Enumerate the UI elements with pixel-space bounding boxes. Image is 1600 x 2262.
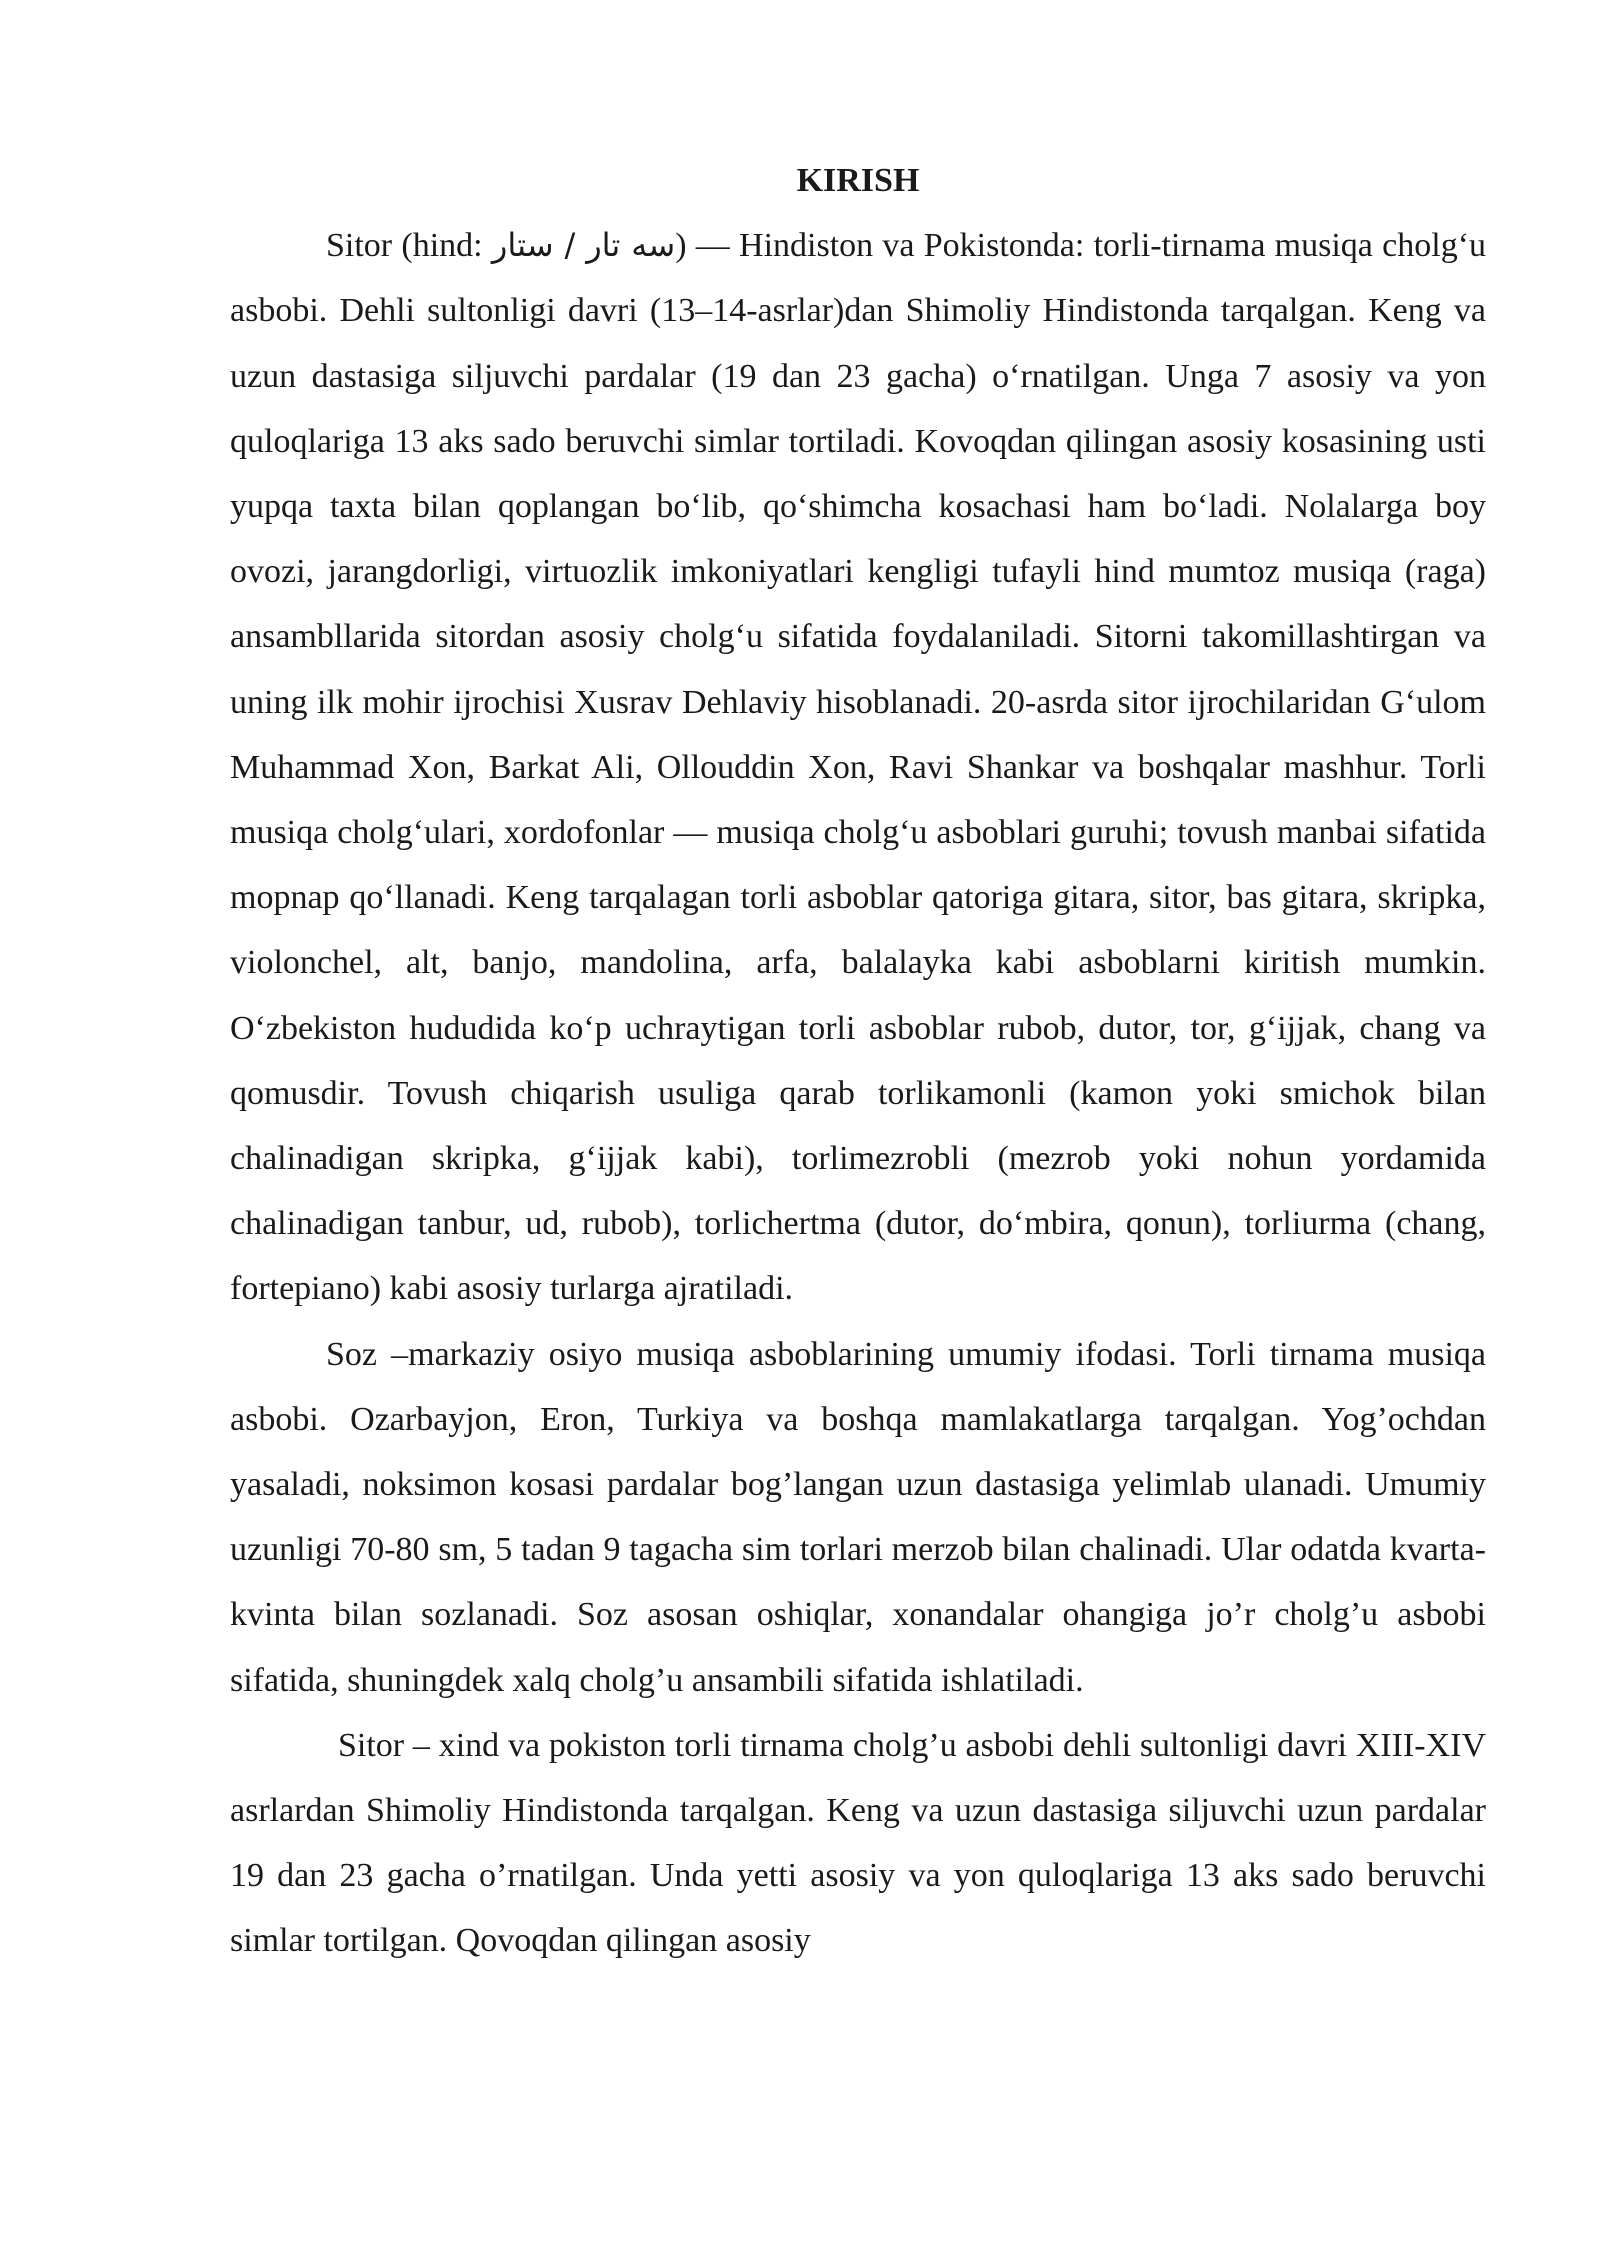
paragraph-sitor-intro-rest: ) — Hindiston va Pokistonda: torli-tirnama musiqa cholgʻu asbobi. Dehli sultonligi davri (13–14-asrlar)dan Shimoliy Hindistonda tarqalgan. Keng va uzun dastasiga siljuvchi pardalar (19 dan 23 gacha) oʻrnatilgan. Unga 7 asosiy va yon quloqlariga 13 aks sado beruvchi simlar tortiladi. Kovoqdan qilingan asosiy kosasining usti yupqa taxta bilan qoplangan boʻlib, qoʻshimcha kosachasi ham boʻladi. Nolalarga boy ovozi, jarangdorligi, virtuozlik imkoniyatlari kengligi tufayli hind mumtoz musiqa (raga) ansambllarida sitordan asosiy cholgʻu sifatida foydalaniladi. Sitorni takomillashtirgan va uning ilk mohir ijrochisi Xusrav Dehlaviy hisoblanadi. 20-asrda sitor ijrochilaridan Gʻulom Muhammad Xon, Barkat Ali, Ollouddin Xon, Ravi Shankar va boshqalar mashhur. Torli musiqa cholgʻulari, xordofonlar — musiqa cholgʻu asboblari guruhi; tovush manbai sifatida mopnap qoʻllanadi. Keng tarqalagan torli asboblar qatoriga gitara, sitor, bas gitara, skripka, violonchel, alt, banjo, mandolina, arfa, balalayka kabi asboblarni kiritish mumkin. Oʻzbekiston hududida koʻp uchraytigan torli asboblar rubob, dutor, tor, gʻijjak, chang va qomusdir. Tovush chiqarish usuliga qarab torlikamonli (kamon yoki smichok bilan chalinadigan skripka, gʻijjak kabi), torlimezrobli (mezrob yoki nohun yordamida chalinadigan tanbur, ud, rubob), torlichertma (dutor, doʻmbira, qonun), torliurma (chang, fortepiano) kabi asosiy turlarga ajratiladi. (230, 227, 1487, 1308)
hindi-name-text: سه تار / ستار (491, 226, 676, 265)
paragraph-sitor-intro-start: Sitor (hind: (326, 227, 483, 265)
document-title: KIRISH (796, 162, 920, 199)
paragraph-sitor-intro (230, 213, 1486, 1321)
document-body (230, 148, 1486, 1974)
paragraph-sitor-second: Sitor – xind va pokiston torli tirnama cholg’u asbobi dehli sultonligi davri XIII-XIV asrlardan Shimoliy Hindistonda tarqalgan. Keng va uzun dastasiga siljuvchi uzun pardalar 19 dan 23 gacha o’rnatilgan. Unda yetti asosiy va yon quloqlariga 13 aks sado beruvchi simlar tortilgan. Qovoqdan qilingan asosiy (230, 1726, 1486, 1960)
paragraph-soz: Soz –markaziy osiyo musiqa asboblarining umumiy ifodasi. Torli tirnama musiqa asbobi. Ozarbayjon, Eron, Turkiya va boshqa mamlakatlarga tarqalgan. Yog’ochdan yasaladi, noksimon kosasi pardalar bog’langan uzun dastasiga yelimlab ulanadi. Umumiy uzunligi 70-80 sm, 5 tadan 9 tagacha sim torlari merzob bilan chalinadi. Ular odatda kvarta-kvinta bilan sozlanadi. Soz asosan oshiqlar, xonandalar ohangiga jo’r cholg’u asbobi sifatida, shuningdek xalq cholg’u ansambili sifatida ishlatiladi. (230, 1335, 1486, 1699)
